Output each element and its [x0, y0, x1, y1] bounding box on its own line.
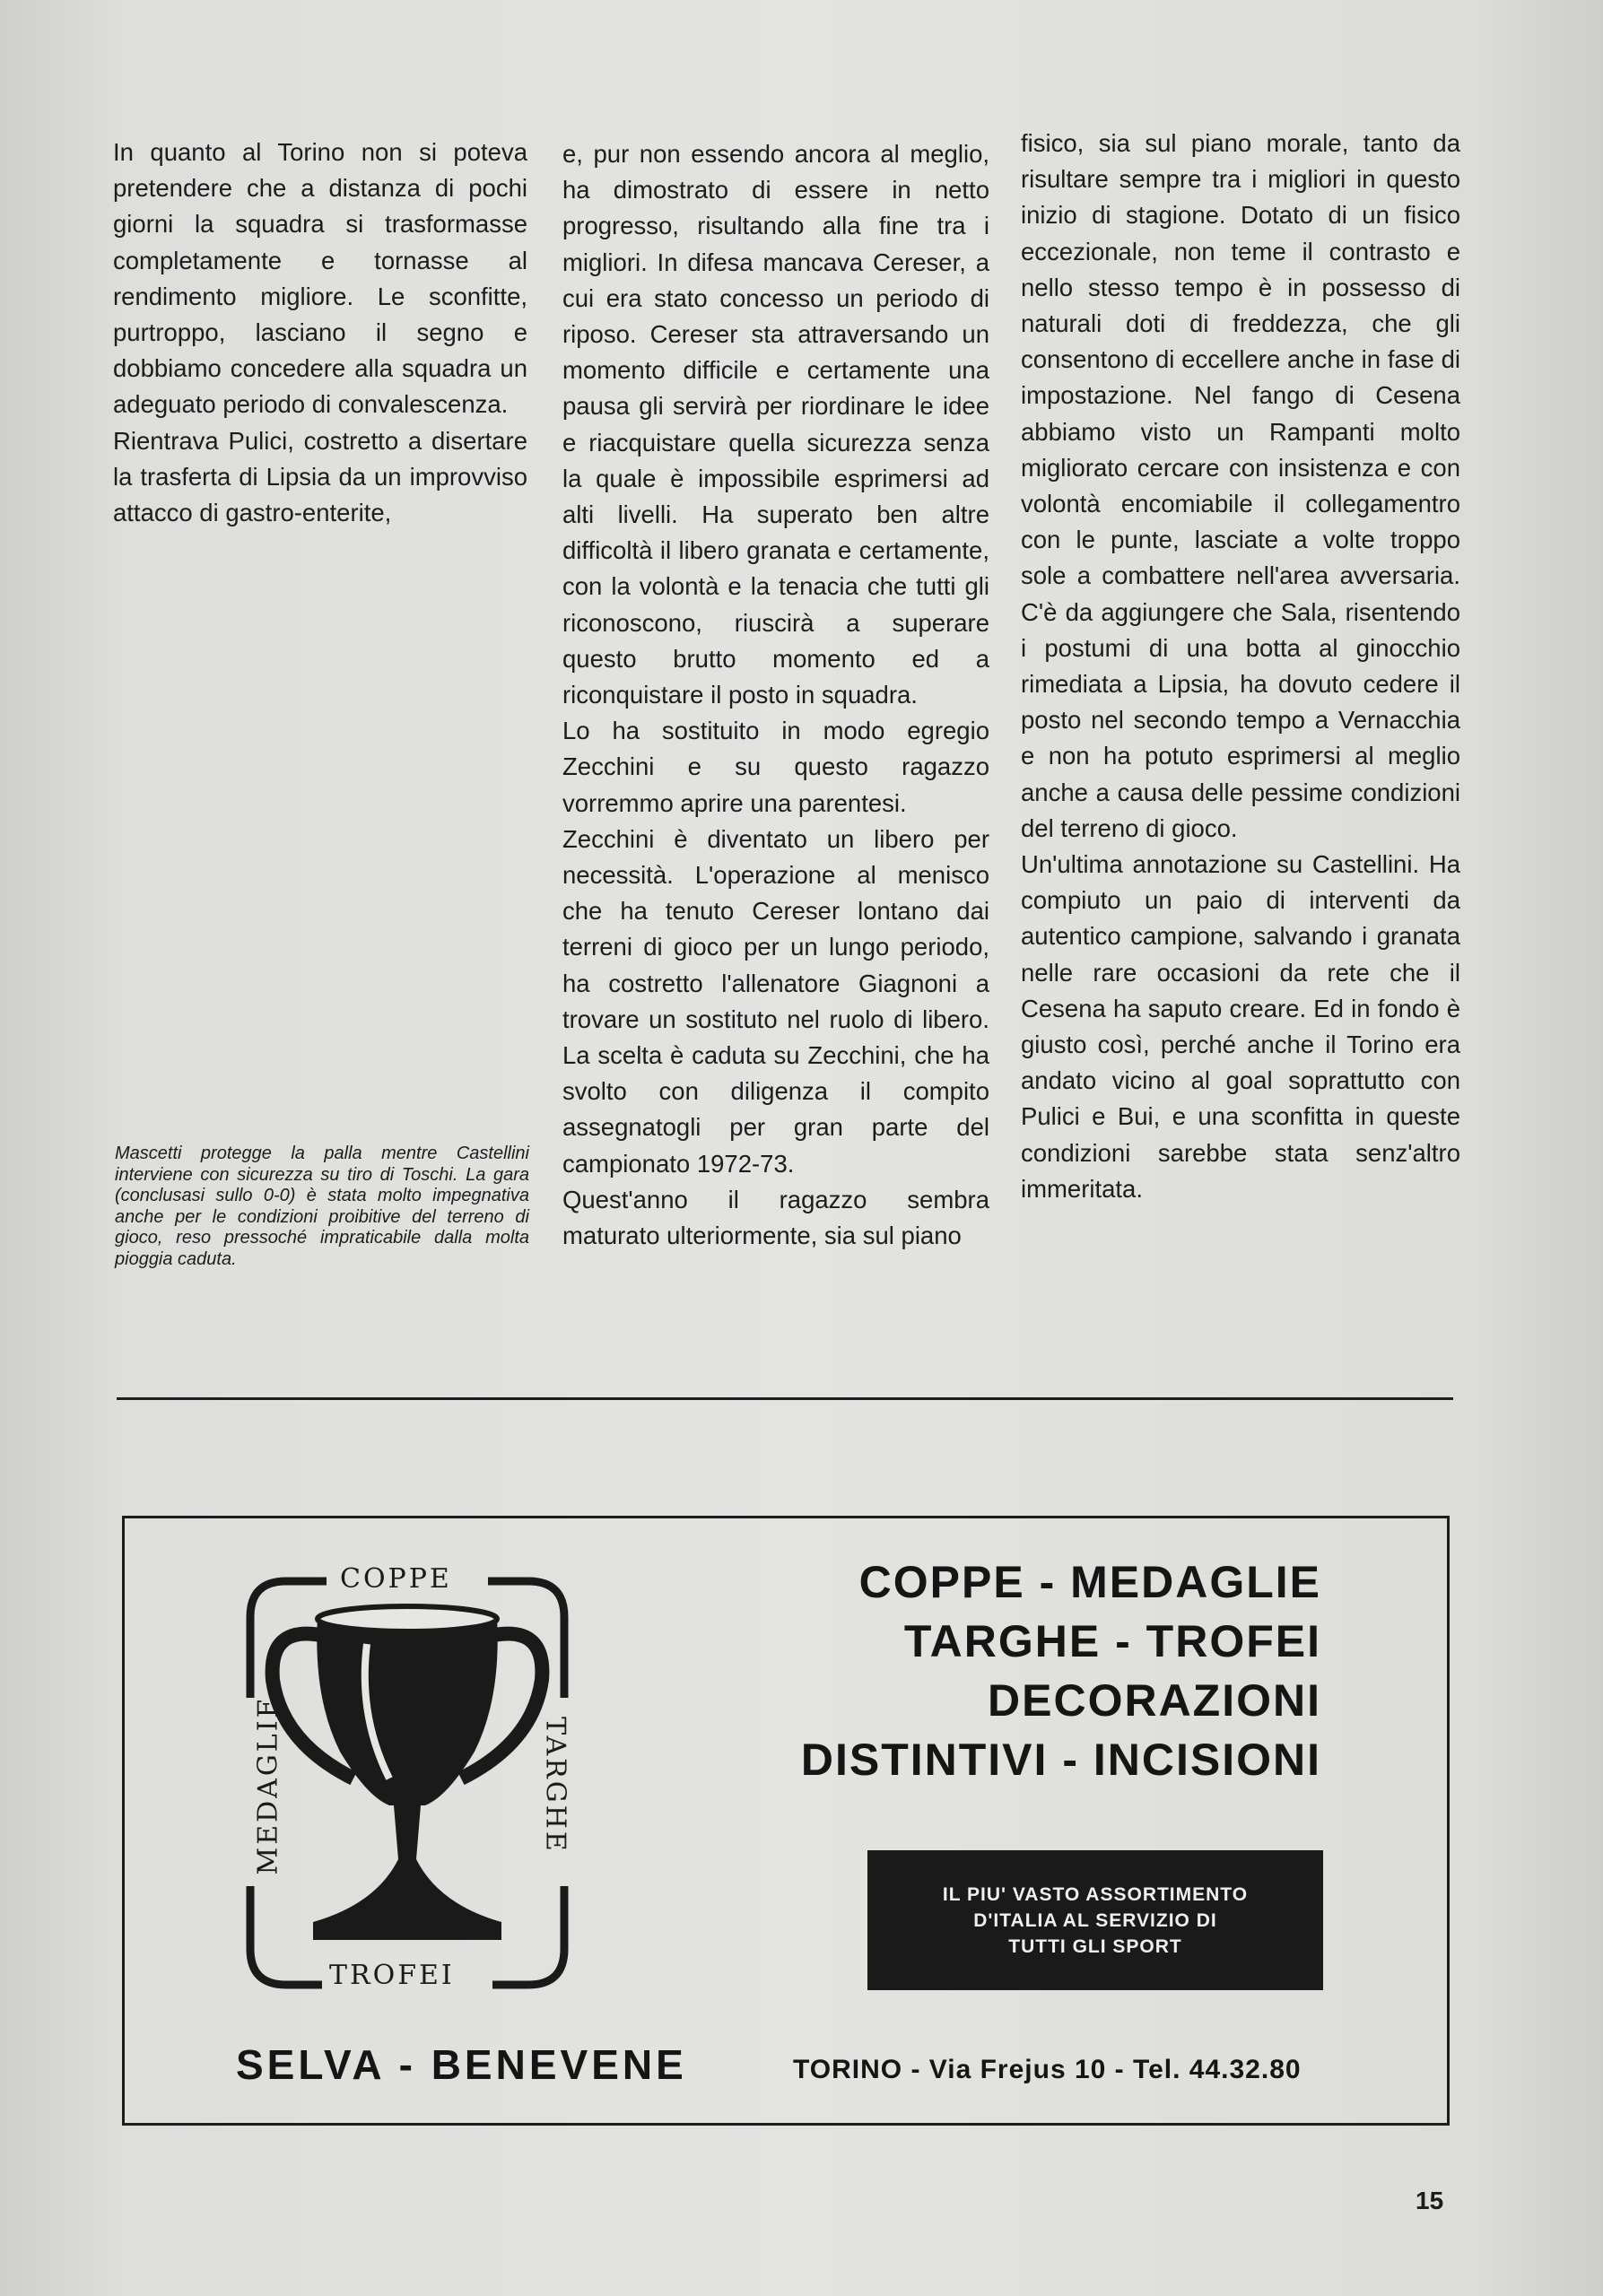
trophy-logo [232, 1563, 582, 2012]
ad-headline: DECORAZIONI [988, 1675, 1321, 1726]
badge-line: D'ITALIA AL SERVIZIO DI [973, 1909, 1217, 1931]
paragraph: In quanto al Torino non si poteva pretendere che a distanza di pochi giorni la squadra si trasformasse completamente e tornasse al rendimento migliore. Le sconfitte, purtroppo, lasciano il segno e dobbiamo concedere alla squadra un adeguato periodo di convalescenza. [113, 138, 527, 419]
assortment-badge [867, 1850, 1323, 1990]
article-column-3 [1021, 126, 1460, 1207]
badge-line: IL PIU' VASTO ASSORTIMENTO [942, 1883, 1249, 1905]
page-number: 15 [1416, 2187, 1444, 2214]
brand-name: SELVA - BENEVENE [236, 2041, 687, 2088]
logo-word-top: COPPE [340, 1563, 452, 1595]
ad-headline: TARGHE - TROFEI [903, 1616, 1321, 1666]
section-divider [117, 1397, 1453, 1400]
photo-caption: Mascetti protegge la palla mentre Castellini interviene con sicurezza su tiro di Toschi. La gara (conclusasi sullo 0-0) è stata molto impegnativa anche per le condizioni proibitive del terreno di gioco, reso pressoché impraticabile dalla molta pioggia caduta. [115, 1144, 529, 1269]
article-column-2 [562, 136, 989, 1254]
trophy-cup-icon [232, 1563, 582, 2012]
ad-headline: COPPE - MEDAGLIE [858, 1557, 1321, 1607]
logo-word-left: MEDAGLIE [252, 1695, 284, 1875]
advertisement-box [122, 1516, 1450, 2126]
paragraph: Quest'anno il ragazzo sembra maturato ulteriormente, sia sul piano [562, 1185, 989, 1250]
paragraph: Lo ha sostituito in modo egregio Zecchini e su questo ragazzo vorremmo aprire una parentesi. [562, 717, 989, 817]
ad-headlines [801, 1552, 1321, 1789]
paragraph: Un'ultima annotazione su Castellini. Ha compiuto un paio di interventi da autentico campione, salvando i granata nelle rare occasioni da rete che il Cesena ha saputo creare. Ed in fondo è giusto così, perché anche il Torino era andato vicino al goal soprattutto con Pulici e Bui, e una sconfitta in queste condizioni sarebbe stata senz'altro immeritata. [1021, 850, 1460, 1203]
logo-word-bottom: TROFEI [329, 1960, 455, 1991]
paragraph: e, pur non essendo ancora al meglio, ha dimostrato di essere in netto progresso, risultando alla fine tra i migliori. In difesa mancava Cereser, a cui era stato concesso un periodo di riposo. Cereser sta attraversando un momento difficile e certamente una pausa gli servirà per riordinare le idee e riacquistare quella sicurezza senza la quale è impossibile esprimersi ad alti livelli. Ha superato ben altre difficoltà il libero granata e certamente, con la volontà e la tenacia che tutti gli riconoscono, riuscirà a superare questo brutto momento ed a riconquistare il posto in squadra. [562, 140, 989, 709]
article-column-1 [113, 135, 527, 531]
badge-line: TUTTI GLI SPORT [1008, 1935, 1182, 1957]
logo-word-right: TARGHE [539, 1717, 571, 1854]
paragraph: Zecchini è diventato un libero per necessità. L'operazione al menisco che ha tenuto Cereser lontano dai terreni di gioco per un lungo periodo, ha costretto l'allenatore Giagnoni a trovare un sostituto nel ruolo di libero. La scelta è caduta su Zecchini, che ha svolto con diligenza il compito assegnatogli per gran parte del campionato 1972-73. [562, 824, 989, 1178]
brand-address: TORINO - Via Frejus 10 - Tel. 44.32.80 [793, 2055, 1302, 2084]
paragraph: fisico, sia sul piano morale, tanto da risultare sempre tra i migliori in questo inizio di stagione. Dotato di un fisico eccezionale, non teme il contrasto e nello stesso tempo è in possesso di naturali doti di freddezza, che gli consentono di eccellere anche in fase di impostazione. Nel fango di Cesena abbiamo visto un Rampanti molto migliorato cercare con insistenza e con volontà encomiabile il collegamentro con le punte, lasciate a volte troppo sole a combattere nell'area avversaria. C'è da aggiungere che Sala, risentendo i postumi di una botta al ginocchio rimediata a Lipsia, ha dovuto cedere il posto nel secondo tempo a Vernacchia e non ha potuto esprimersi al meglio anche a causa delle pessime condizioni del terreno di gioco. [1021, 129, 1460, 842]
paragraph: Rientrava Pulici, costretto a disertare la trasferta di Lipsia da un improvviso attacco di gastro-enterite, [113, 426, 527, 527]
ad-headline: DISTINTIVI - INCISIONI [800, 1735, 1321, 1785]
